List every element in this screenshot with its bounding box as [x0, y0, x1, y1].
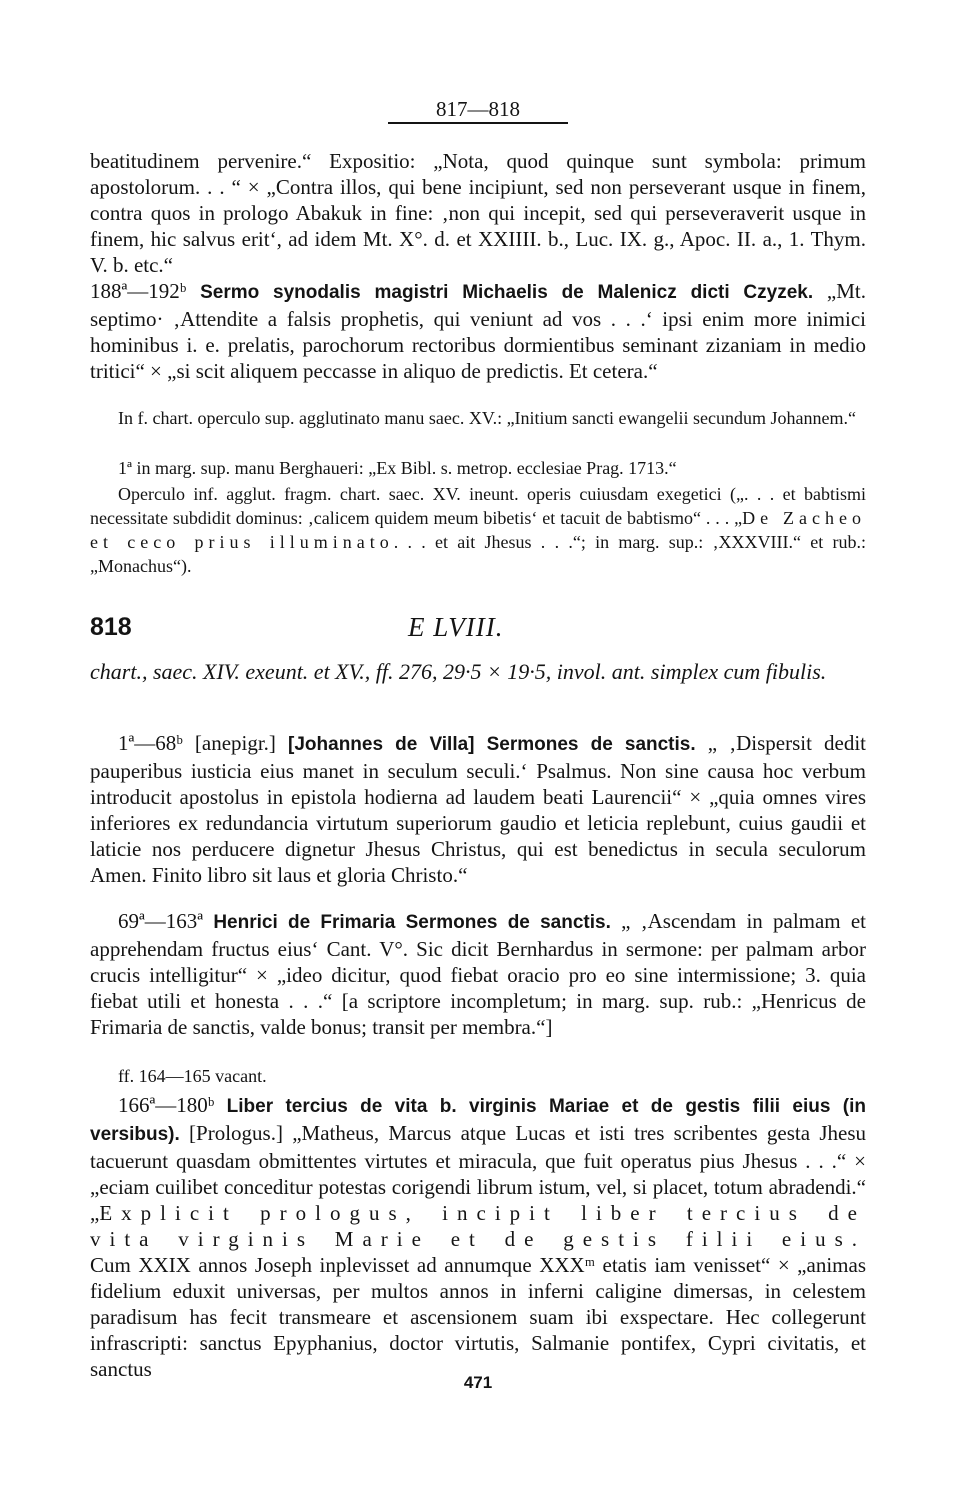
folio-range: 1ª—68ᵇ [anepigr.] — [118, 731, 276, 755]
entry-number: 818 — [90, 613, 132, 641]
catalog-page — [90, 0, 866, 1512]
item-henricus-de-frimaria — [90, 908, 866, 1040]
note-text-b: . . . et ait Jhesus . . .“; in marg. sup.: ‚XXXVIII.“ et rub.: „Monachus“). — [90, 532, 867, 576]
header-rule — [388, 122, 568, 124]
note-operculo-sup: In f. chart. operculo sup. agglutinato manu saec. XV.: „Initium sancti ewangelii secundum Johannem.“ — [118, 408, 856, 428]
running-header: 817—818 — [436, 97, 520, 121]
page-number: 471 — [463, 1373, 493, 1392]
incipit-prologue: [Prologus.] „Matheus, Marcus atque Lucas et isti tres scribentes gesta Jhesu tacuerunt quasdam obmittentes virtutes et miracula, que fuit operatus pius Jhesus . . .“ × „eciam cuilibet conceditur potestas corigendi librum istum, vel, si placet, totum abradendi.“ „ — [90, 1121, 866, 1225]
sermo-synodalis-entry — [90, 278, 866, 384]
note-text-a: Operculo inf. agglut. fragm. chart. saec. XV. ineunt. operis cuiusdam exegetici („. . . et babtismi necessitate subdidit dominus: ‚calicem quidem meum bibetis‘ et tacuit de babtismo“ . . . „ — [90, 484, 866, 528]
folio-range: 188ª—192ᵇ — [90, 279, 187, 303]
incipit-explicit: „Mt. septimo· ‚Attendite a falsis prophetis, qui veniunt ad vos . . .‘ ipsi enim more inimici hominibus i. e. prelatis, parochorum rectoribus dormientibus seminant zizaniam in medio tritici“ × „si scit aliquem peccasse in aliquo de predictis. Et cetera.“ — [90, 279, 867, 383]
work-title: Henrici de Frimaria Sermones de sanctis. — [213, 912, 611, 933]
item-johannes-de-villa — [90, 730, 866, 888]
folio-range: 166ª—180ᵇ — [118, 1093, 215, 1117]
incipit-explicit: „ ‚Dispersit dedit pauperibus iusticia eius manet in seculum seculi.‘ Psalmus. Non sine causa hoc verbum introducit apostolus in epistola hodierna ad laudem beati Laurencii“ × „quia omnes vires inferiores ex redundancia virtutum superiorum gaudio et leticia replebunt, cuius gaudii et laticie nos perducere dignetur Jhesus Christus, qui est benedictus in secula seculorum Amen. Finito libro sit laus et gloria Christo.“ — [90, 731, 867, 887]
continued-paragraph: beatitudinem pervenire.“ Expositio: „Nota, quod quinque sunt symbola: primum apostolorum. . . “ × „Contra illos, qui bene incipiunt, sed non perseverant usque in finem, contra quos in prologo Abakuk in fine: ‚non qui incepit, sed qui perseveraverit usque in finem, hic salvus erit‘, ad idem Mt. X°. d. et XXIIII. b., Luc. IX. g., Apoc. II. a., 1. Thym. V. b. etc.“ — [90, 149, 866, 277]
work-title: [Johannes de Villa] Sermones de sanctis. — [288, 734, 696, 755]
incipit-text: Cum XXIX annos Joseph inplevisset ad annumque XXXᵐ etatis iam venisset“ × „animas fidelium eduxit universas, per multos annos in inferni caligine dimersas, in celestem paradisum has fecit transmeare et ascensionem suam ibi exspectare. Hec collegerunt infrascripti: sanctus Epyphanius, doctor virtutis, Salmanie pontifex, Cypri civitatis, et sanctus — [90, 1253, 866, 1381]
incipit-explicit: „ ‚Ascendam in palmam et apprehendam fructus eius‘ Cant. V°. Sic dicit Bernhardus in sermone: per palmam arbor crucis intelligitur“ × „ideo dicitur, quod fiebat oracio pro eo sine intermissione; 3. quia fiebat utili et honesta . . .“ [a scriptore incompletum; in marg. sup. rub.: „Henricus de Frimaria de sanctis, valde bonus; transit per membra.“] — [90, 909, 867, 1039]
vacant-leaves-note: ff. 164—165 vacant. — [118, 1066, 267, 1086]
work-title: Liber tercius de vita b. virginis Mariae et de gestis filii eius (in versibus). — [90, 1096, 866, 1145]
note-spaced-text: De Zacheo et ceco prius illuminato — [90, 508, 867, 552]
codex-description: chart., saec. XIV. exeunt. et XV., ff. 276, 29·5 × 19·5, invol. ant. simplex cum fibulis. — [90, 659, 827, 684]
work-title: Sermo synodalis magistri Michaelis de Malenicz dicti Czyzek. — [200, 282, 814, 303]
note-marg-sup: 1ª in marg. sup. manu Berghaueri: „Ex Bibl. s. metrop. ecclesiae Prag. 1713.“ — [118, 458, 677, 478]
note-operculo-inf — [90, 482, 866, 578]
shelfmark: E LVIII. — [408, 612, 504, 642]
item-liber-tercius — [90, 1092, 866, 1382]
folio-range: 69ª—163ª — [118, 909, 204, 933]
explicit-spaced-text: Explicit prologus, incipit liber tercius de vita virginis Marie et de gestis filii eius. — [90, 1201, 866, 1251]
